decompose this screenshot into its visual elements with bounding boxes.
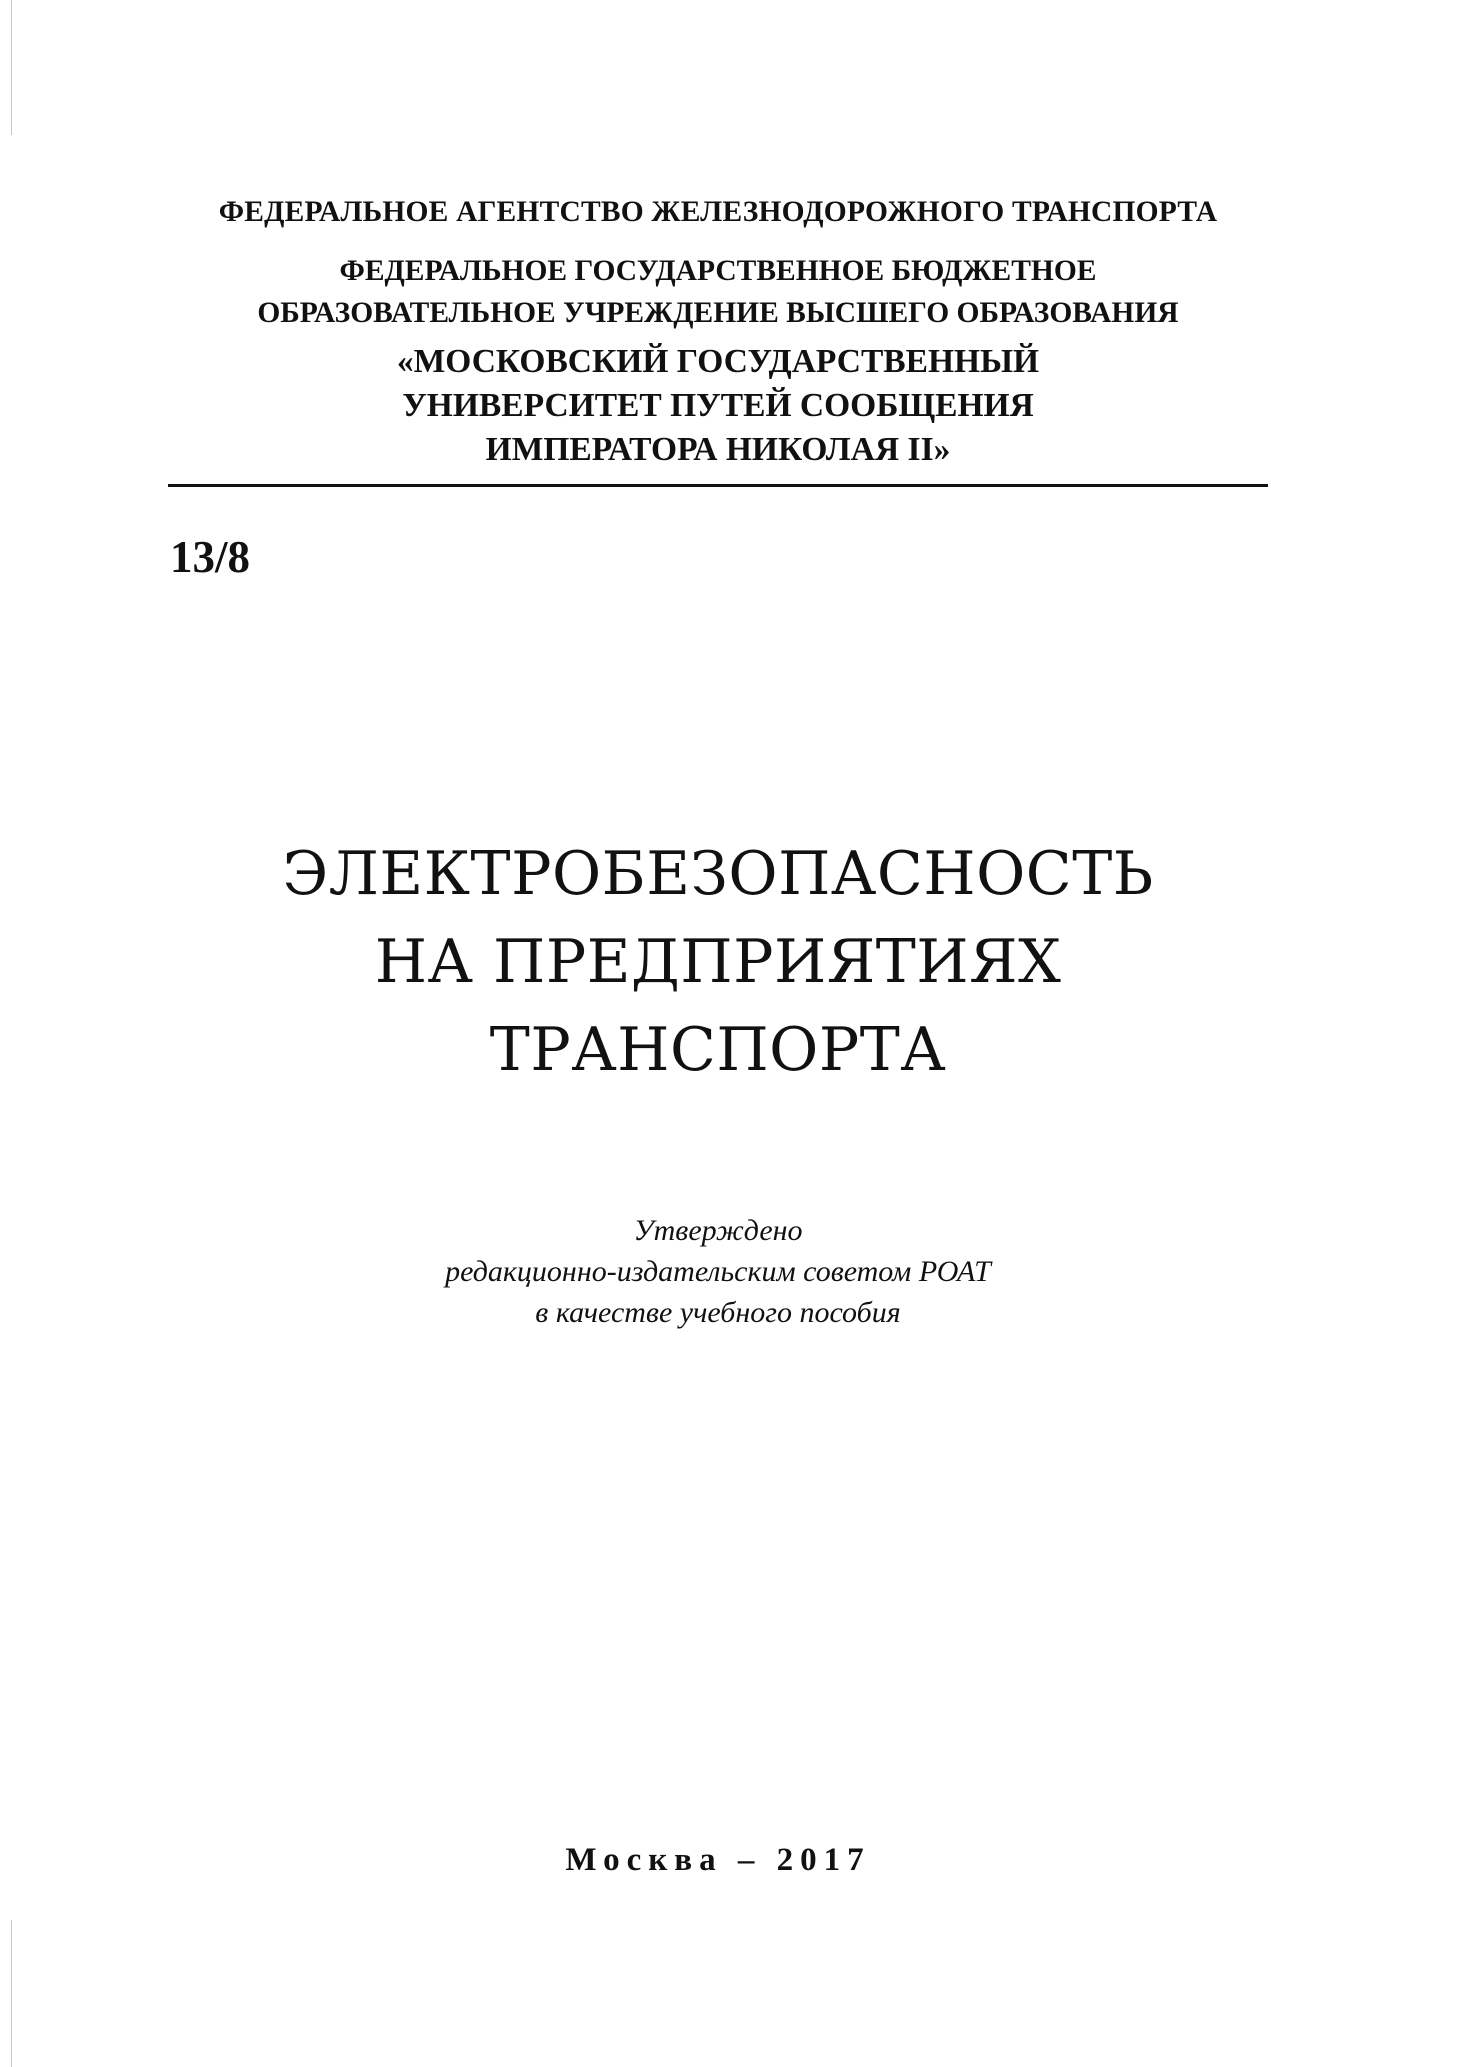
university-name	[168, 340, 1268, 472]
approval-note	[168, 1210, 1268, 1333]
institution-name	[168, 250, 1268, 334]
book-title-line: ЭЛЕКТРОБЕЗОПАСНОСТЬ	[282, 839, 1154, 909]
approval-line: Утверждено	[633, 1214, 803, 1247]
book-title	[168, 830, 1268, 1094]
document-code: 13/8	[170, 532, 251, 582]
book-title-line: ТРАНСПОРТА	[489, 1015, 947, 1085]
university-line: «МОСКОВСКИЙ ГОСУДАРСТВЕННЫЙ	[396, 343, 1040, 380]
scan-edge-mark-top	[11, 0, 12, 135]
scan-edge-mark-bottom	[11, 1920, 12, 2067]
institution-line: ФЕДЕРАЛЬНОЕ ГОСУДАРСТВЕННОЕ БЮДЖЕТНОЕ	[339, 255, 1097, 287]
university-line: УНИВЕРСИТЕТ ПУТЕЙ СООБЩЕНИЯ	[402, 387, 1034, 424]
city-and-year: Москва – 2017	[565, 1842, 871, 1878]
approval-line: в качестве учебного пособия	[535, 1296, 901, 1329]
institution-line: ОБРАЗОВАТЕЛЬНОЕ УЧРЕЖДЕНИЕ ВЫСШЕГО ОБРАЗОВАНИЯ	[257, 297, 1179, 329]
agency-name: ФЕДЕРАЛЬНОЕ АГЕНТСТВО ЖЕЛЕЗНОДОРОЖНОГО ТРАНСПОРТА	[218, 196, 1218, 228]
university-line: ИМПЕРАТОРА НИКОЛАЯ II»	[485, 431, 951, 468]
approval-line: редакционно-издательским советом РОАТ	[445, 1255, 991, 1288]
book-title-line: НА ПРЕДПРИЯТИЯХ	[374, 927, 1062, 997]
header-divider	[168, 484, 1268, 487]
